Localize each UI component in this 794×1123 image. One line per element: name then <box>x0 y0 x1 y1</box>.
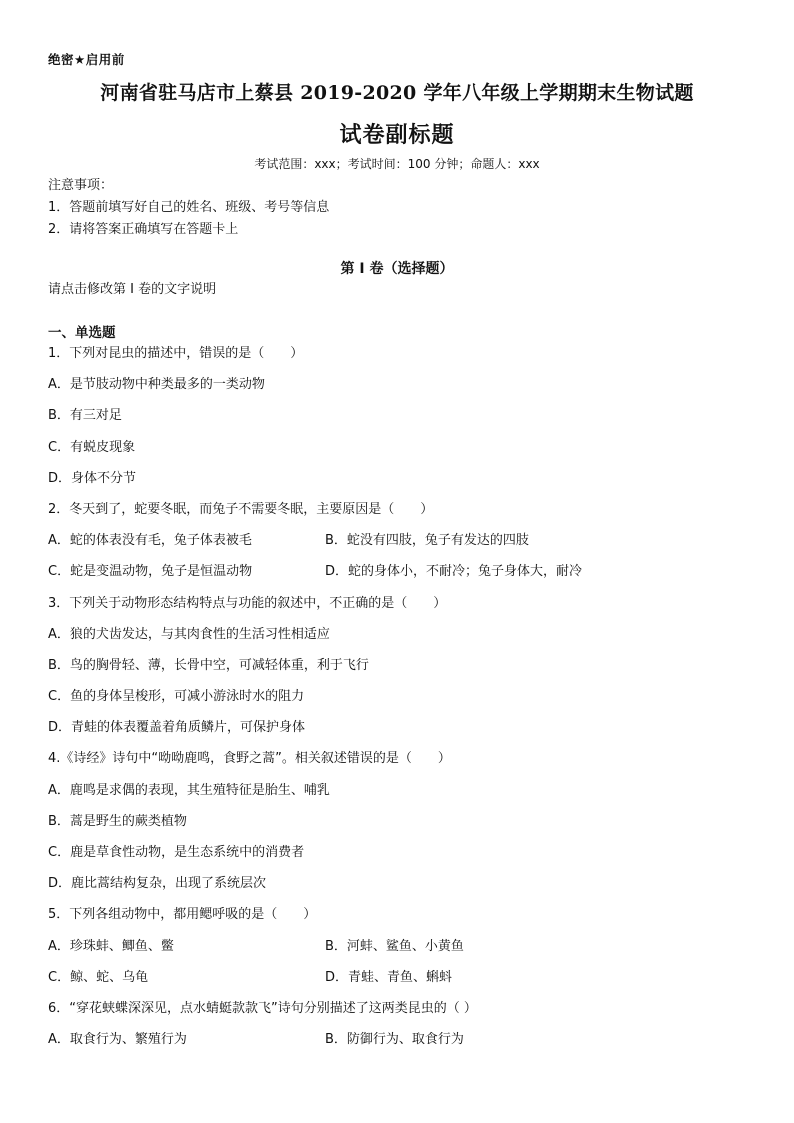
question-option: C．蛇是变温动物，兔子是恒温动物 <box>48 564 253 580</box>
section-title: 一、单选题 <box>48 325 116 341</box>
page-title: 河南省驻马店市上蔡县 2019-2020 学年八年级上学期期末生物试题 <box>100 82 694 104</box>
notice-heading: 注意事项： <box>48 178 114 193</box>
question-option: B．有三对足 <box>48 408 122 424</box>
question-option: B．蒿是野生的蕨类植物 <box>48 813 187 829</box>
notice-item: 1．答题前填写好自己的姓名、班级、考号等信息 <box>48 200 330 215</box>
question-option: B．蛇没有四肢，兔子有发达的四肢 <box>325 533 529 549</box>
question-option: A．鹿鸣是求偶的表现，其生殖特征是胎生、哺乳 <box>48 782 330 798</box>
question-option: D．蛇的身体小，不耐冷；兔子身体大，耐冷 <box>325 564 583 580</box>
question-option: D．青蛙的体表覆盖着角质鳞片，可保护身体 <box>48 720 306 736</box>
question-option: B．防御行为、取食行为 <box>325 1032 464 1048</box>
question-option: C．鲸、蛇、乌龟 <box>48 969 149 985</box>
question-option: A．是节肢动物中种类最多的一类动物 <box>48 377 265 393</box>
question-option: D．身体不分节 <box>48 470 137 486</box>
option-row <box>48 562 748 593</box>
question-list <box>48 344 748 1061</box>
question-option: D．鹿比蒿结构复杂，出现了系统层次 <box>48 876 267 892</box>
question-option: B．河蚌、鲨鱼、小黄鱼 <box>325 938 464 954</box>
question-option: D．青蛙、青鱼、蝌蚪 <box>325 969 453 985</box>
question-option: A．取食行为、繁殖行为 <box>48 1032 187 1048</box>
notice-block <box>48 175 329 241</box>
question-option: A．珍珠蚌、鲫鱼、鳖 <box>48 938 174 954</box>
secret-mark: 绝密★启用前 <box>48 52 125 67</box>
volume-title: 第 I 卷（选择题） <box>340 261 454 277</box>
question-stem: 2．冬天到了，蛇要冬眠，而兔子不需要冬眠，主要原因是（ ） <box>48 501 434 517</box>
question-option: C．鱼的身体呈梭形，可减小游泳时水的阻力 <box>48 689 305 705</box>
exam-info: 考试范围：xxx；考试时间：100 分钟；命题人：xxx <box>254 157 540 171</box>
option-row <box>48 937 748 968</box>
question-stem: 6．“穿花蛱蝶深深见，点水蜻蜓款款飞”诗句分别描述了这两类昆虫的（ ） <box>48 1000 477 1016</box>
notice-item: 2．请将答案正确填写在答题卡上 <box>48 222 239 237</box>
option-row <box>48 1030 748 1061</box>
question-option: C．鹿是草食性动物，是生态系统中的消费者 <box>48 845 305 860</box>
question-stem: 3．下列关于动物形态结构特点与功能的叙述中，不正确的是（ ） <box>48 595 447 611</box>
volume-description[interactable]: 请点击修改第 I 卷的文字说明 <box>48 282 217 297</box>
question-stem: 4.《诗经》诗句中“呦呦鹿鸣，食野之蒿”。相关叙述错误的是（ ） <box>48 751 451 767</box>
question-option: A．狼的犬齿发达，与其肉食性的生活习性相适应 <box>48 626 330 642</box>
question-option: B．鸟的胸骨轻、薄，长骨中空，可减轻体重，利于飞行 <box>48 657 369 673</box>
question-stem: 1．下列对昆虫的描述中，错误的是（ ） <box>48 346 304 361</box>
question-option: C．有蜕皮现象 <box>48 439 136 455</box>
question-stem: 5．下列各组动物中，都用鳃呼吸的是（ ） <box>48 907 317 923</box>
option-row <box>48 968 748 999</box>
option-row <box>48 531 748 562</box>
page-subtitle: 试卷副标题 <box>339 122 455 148</box>
question-option: A．蛇的体表没有毛，兔子体表被毛 <box>48 533 252 549</box>
